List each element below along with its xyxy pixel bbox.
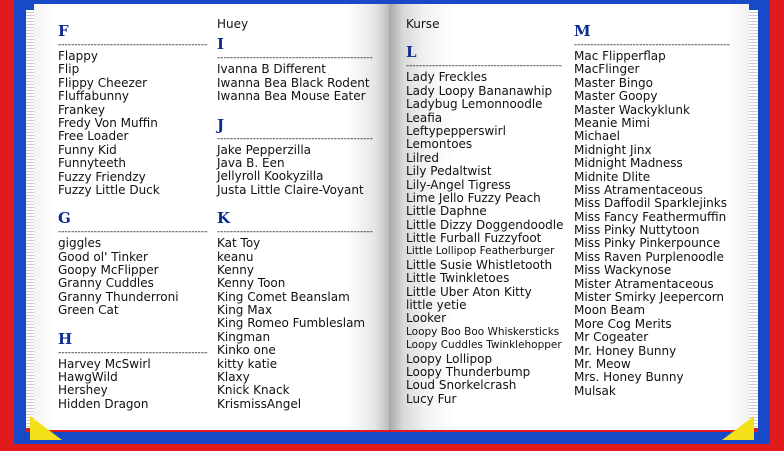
name-entry: Iwanna Bea Black Rodent [217, 75, 370, 90]
name-entry: Flippy Cheezer [58, 75, 148, 90]
name-entry: Kenny [217, 262, 254, 277]
name-entry: Huey [217, 17, 249, 31]
name-entry: Iwanna Bea Mouse Eater [217, 89, 366, 104]
name-entry: Mr Cogeater [574, 330, 649, 345]
name-list-h [58, 358, 208, 412]
name-entry: Miss Fancy Feathermuffin [574, 209, 727, 224]
name-entry: Miss Pinky Nuttytoon [574, 223, 700, 238]
name-list-g [58, 237, 208, 317]
name-entry: Lime Jello Fuzzy Peach [406, 190, 541, 205]
name-entry: Fluffabunny [58, 89, 129, 104]
name-entry: Meanie Mimi [574, 115, 650, 130]
name-entry: Lily-Angel Tigress [406, 177, 511, 192]
name-entry: Leafia [406, 110, 443, 125]
name-entry: Free Loader [58, 129, 129, 144]
name-entry: Loopy Thunderbump [406, 364, 531, 379]
name-entry: Lemontoes [406, 137, 473, 152]
name-entry: More Cog Merits [574, 316, 672, 331]
name-entry: MacFlinger [574, 62, 640, 77]
name-entry: Moon Beam [574, 303, 646, 318]
section-letter-j: J [217, 115, 225, 134]
page-corner-left [30, 416, 62, 440]
name-entry: Hershey [58, 383, 108, 398]
book-cover-right [758, 0, 770, 444]
name-entry: King Romeo Fumbleslam [217, 316, 366, 331]
page-edges-left [26, 10, 34, 428]
name-entry: Little Furball Fuzzyfoot [406, 231, 542, 246]
name-entry: Hidden Dragon [58, 396, 149, 411]
name-list-l [406, 71, 566, 406]
name-entry: kitty katie [217, 356, 278, 371]
name-entry: King Max [217, 303, 273, 318]
name-entry: Mister Smirky Jeepercorn [574, 290, 725, 305]
name-entry: Lilred [406, 150, 440, 165]
name-entry: Jake Pepperzilla [217, 142, 312, 157]
section-letter-l: L [406, 43, 417, 62]
name-entry: Mr. Honey Bunny [574, 343, 677, 358]
name-entry: Justa Little Claire-Voyant [217, 182, 364, 197]
name-entry: Fuzzy Little Duck [58, 182, 160, 197]
section-letter-g: G [58, 209, 71, 228]
page-corner-right [722, 416, 754, 440]
section-letter-h: H [58, 329, 73, 348]
name-entry: Flappy [58, 49, 98, 63]
name-list-k [217, 237, 382, 411]
name-entry: Fuzzy Friendzy [58, 169, 146, 184]
name-entry: Master Wackyklunk [574, 102, 690, 117]
name-entry: Midnight Jinx [574, 142, 652, 157]
name-entry: Flip [58, 62, 80, 77]
section-letter-m: M [574, 22, 591, 40]
name-entry: Jellyroll Kookyzilla [217, 169, 324, 184]
name-entry: Midnight Madness [574, 156, 683, 171]
name-entry: Good ol' Tinker [58, 249, 148, 264]
name-list-m [574, 50, 739, 398]
book-cover-bottom [26, 432, 758, 444]
name-entry: Mister Atramentaceous [574, 276, 714, 291]
name-entry: Lady Freckles [406, 70, 488, 85]
name-entry: Ivanna B Different [217, 62, 327, 77]
name-entry: Harvey McSwirl [58, 356, 151, 371]
book-cover-left [14, 0, 26, 444]
name-entry: keanu [217, 249, 254, 264]
name-entry: Kingman [217, 329, 271, 344]
name-entry: giggles [58, 236, 102, 251]
name-entry: Knick Knack [217, 383, 290, 398]
name-entry: Kinko one [217, 343, 276, 358]
column-1 [58, 18, 208, 411]
name-entry: Kat Toy [217, 236, 261, 251]
name-entry: Loud Snorkelcrash [406, 378, 517, 393]
name-entry: Little Uber Aton Kitty [406, 284, 532, 299]
name-entry: Loopy Lollipop [406, 351, 493, 366]
name-entry: Little Twinkletoes [406, 271, 510, 286]
name-entry: Looker [406, 311, 446, 326]
name-entry: Master Bingo [574, 75, 653, 90]
column-2 [217, 18, 382, 411]
name-entry: Loopy Boo Boo Whiskersticks [406, 325, 560, 338]
name-list-i [217, 63, 382, 103]
name-entry: Leftypepperswirl [406, 123, 506, 138]
column-4 [574, 18, 739, 398]
name-entry: Little Lollipop Featherburger [406, 245, 555, 258]
page-edges-right [749, 10, 758, 428]
name-list-f [58, 50, 208, 197]
section-letter-f: F [58, 22, 69, 40]
name-entry: Frankey [58, 102, 105, 117]
name-entry: Master Goopy [574, 89, 658, 104]
name-entry: Little Dizzy Doggendoodle [406, 217, 564, 232]
name-entry: Funnyteeth [58, 156, 126, 171]
name-entry: Fredy Von Muffin [58, 115, 158, 130]
section-letter-k: K [217, 209, 231, 228]
name-entry: Granny Thunderroni [58, 289, 179, 304]
name-entry: Midnite Dlite [574, 169, 651, 184]
column-3 [406, 18, 566, 406]
name-entry: Miss Raven Purplenoodle [574, 249, 724, 264]
name-entry: Michael [574, 129, 620, 144]
name-entry: Java B. Een [217, 155, 285, 170]
name-entry: Miss Atramentaceous [574, 182, 703, 197]
name-list-j [217, 144, 382, 198]
name-entry: Little Susie Whistletooth [406, 257, 553, 272]
name-entry: Lady Loopy Bananawhip [406, 83, 553, 98]
name-entry: Mr. Meow [574, 356, 631, 371]
name-entry: Miss Pinky Pinkerpounce [574, 236, 721, 251]
name-entry: Lucy Fur [406, 391, 457, 406]
name-entry: Mulsak [574, 383, 616, 398]
name-entry: Lily Pedaltwist [406, 164, 492, 179]
name-entry: Green Cat [58, 303, 119, 318]
name-entry: Miss Wackynose [574, 263, 672, 278]
name-list-k-cont [406, 18, 566, 31]
name-entry: KrismissAngel [217, 396, 302, 411]
name-entry: Mac Flipperflap [574, 49, 666, 63]
name-entry: Kenny Toon [217, 276, 286, 291]
name-entry: Klaxy [217, 370, 250, 385]
name-entry: Funny Kid [58, 142, 117, 157]
name-entry: Goopy McFlipper [58, 263, 159, 278]
name-entry: Ladybug Lemonnoodle [406, 97, 543, 112]
name-entry: King Comet Beanslam [217, 289, 350, 304]
name-entry: Mrs. Honey Bunny [574, 370, 684, 385]
name-entry: little yetie [406, 298, 467, 313]
name-entry: Loopy Cuddles Twinklehopper [406, 339, 562, 352]
name-list-h-cont [217, 18, 382, 31]
name-entry: Miss Daffodil Sparklejinks [574, 196, 727, 211]
name-entry: Little Daphne [406, 204, 487, 219]
section-letter-i: I [217, 35, 225, 54]
name-entry: Kurse [406, 17, 440, 31]
name-entry: HawgWild [58, 370, 118, 385]
name-entry: Granny Cuddles [58, 276, 154, 291]
